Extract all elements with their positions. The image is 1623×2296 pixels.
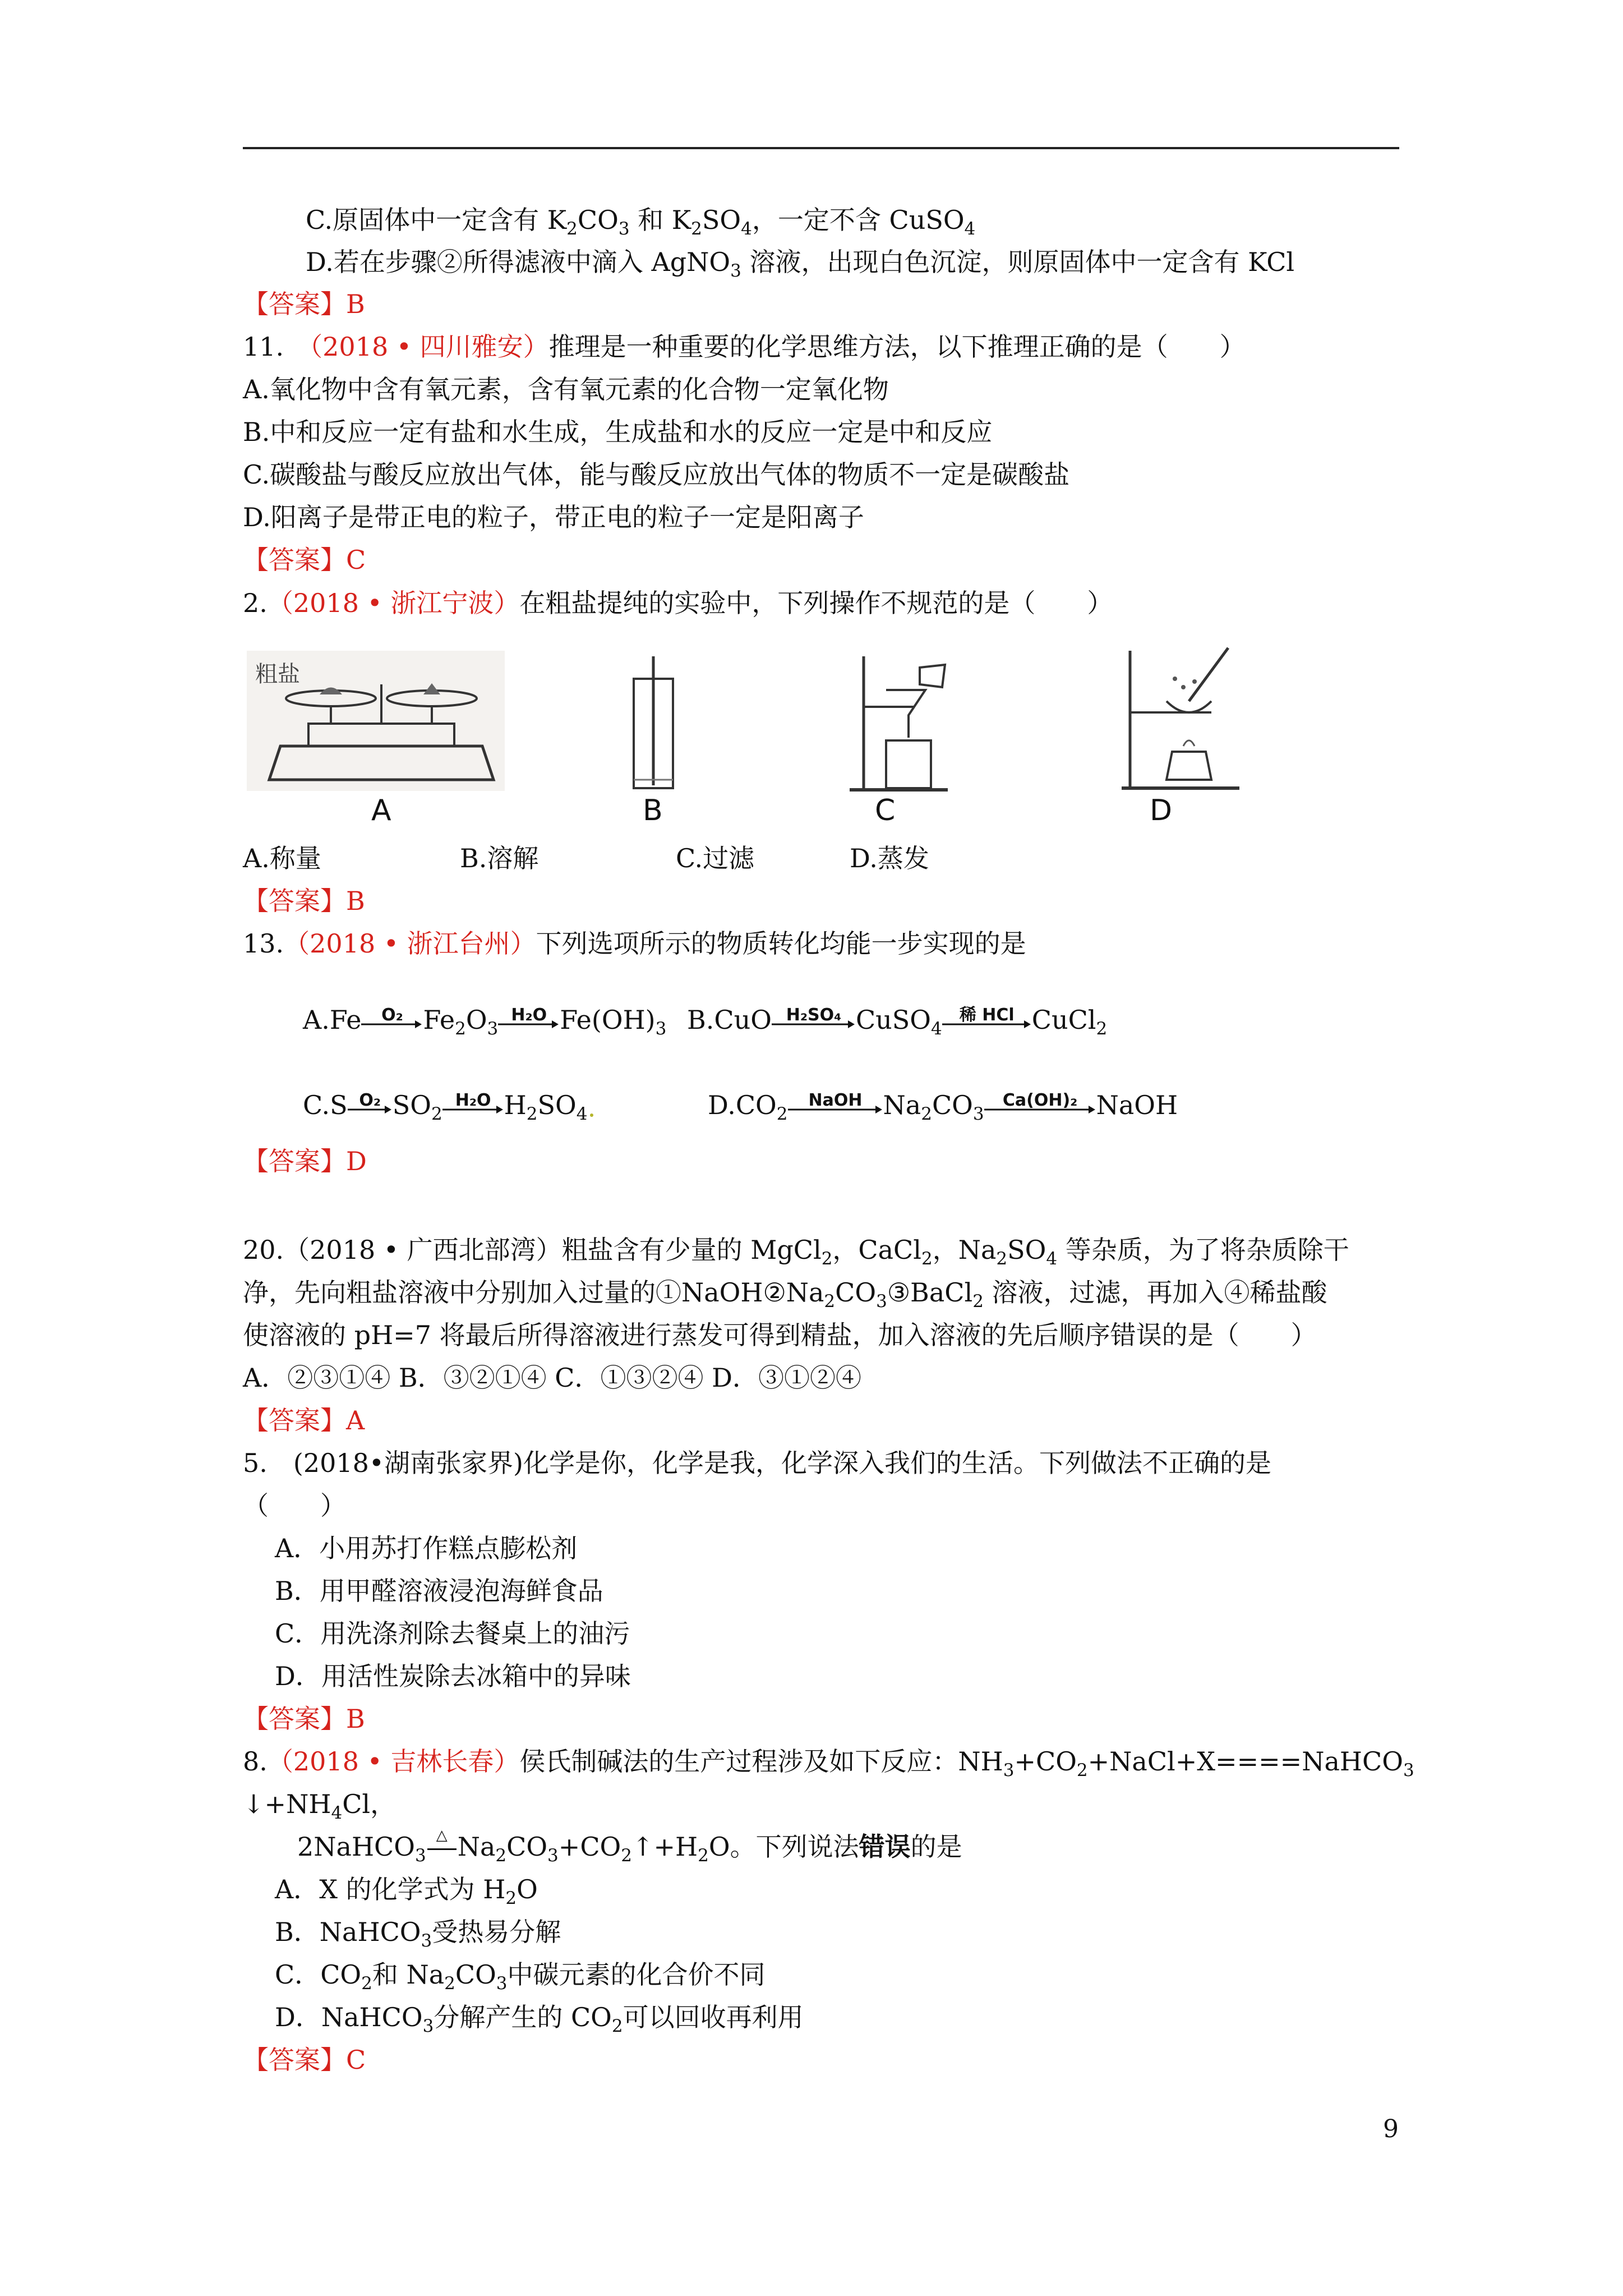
fig-label-c: C xyxy=(875,794,896,827)
q20-answer: 【答案】A xyxy=(243,1405,365,1435)
q10-option-c: C.原固体中一定含有 $K_2CO_3$ 和 $K_2SO_4$，一定不含 CuSO$_4$ xyxy=(306,205,976,239)
q13-option-a: A.Fe O₂ $Fe_2O_3$ H₂O $Fe(OH)_3$ xyxy=(303,1005,667,1039)
q10-option-d: D.若在步骤②所得滤液中滴入 AgNO$_3$ 溶液，出现白色沉淀，则原固体中一定含有 KCl xyxy=(306,247,1295,281)
q20-line3: 使溶液的 pH=7 将最后所得溶液进行蒸发可得到精盐，加入溶液的先后顺序错误的是（ ） xyxy=(243,1320,1317,1350)
page-number: 9 xyxy=(1383,2115,1399,2143)
q5-option-b: B．用甲醛溶液浸泡海鲜食品 xyxy=(275,1576,603,1606)
q11-answer: 【答案】C xyxy=(243,545,366,575)
q8-option-b: B．NaHCO$_3$受热易分解 xyxy=(275,1917,561,1951)
q2-answer: 【答案】B xyxy=(243,886,365,916)
q2-option-a: A.称量 xyxy=(243,843,321,873)
q2-option-b: B.溶解 xyxy=(460,843,539,873)
q5-paren: （ ） xyxy=(243,1490,346,1521)
q8-option-a: A．X 的化学式为 $H_2O$ xyxy=(275,1874,538,1908)
q8-option-c: C．$CO_2$和 $Na_2CO_3$中碳元素的化合价不同 xyxy=(275,1959,766,1994)
fig-label-b: B xyxy=(643,794,663,827)
q5-option-a: A．小用苏打作糕点膨松剂 xyxy=(275,1533,578,1563)
q5-stem: 5. (2018•湖南张家界)化学是你，化学是我，化学深入我们的生活。下列做法不正确的是 xyxy=(243,1448,1271,1478)
q11-option-b: B.中和反应一定有盐和水生成，生成盐和水的反应一定是中和反应 xyxy=(243,417,993,447)
speck-dot xyxy=(590,1114,593,1117)
filter-figure xyxy=(841,645,953,797)
q11-option-c: C.碳酸盐与酸反应放出气体，能与酸反应放出气体的物质不一定是碳酸盐 xyxy=(243,459,1070,490)
q13-option-d: $D.CO_2$ NaOH $Na_2CO_3$ Ca(OH)₂ NaOH xyxy=(708,1090,1178,1124)
balance-figure xyxy=(247,651,505,791)
q11-option-d: D.阳离子是带正电的粒子，带正电的粒子一定是阳离子 xyxy=(243,502,864,532)
q13-option-b: B.CuO H₂SO₄ CuSO$_4$ 稀 HCl CuCl$_2$ xyxy=(687,1005,1108,1039)
q11-option-a: A.氧化物中含有氧元素，含有氧元素的化合物一定氧化物 xyxy=(243,374,889,404)
q13-option-c: C.S O₂ $SO_2$ H₂O $H_2SO_4$ xyxy=(303,1090,588,1124)
q20-options: A．②③①④ B．③②①④ C．①③②④ D．③①②④ xyxy=(243,1363,861,1393)
q20-line1: 20.（2018 • 广西北部湾）粗盐含有少量的 MgCl$_2$，CaCl$_2$，$Na_2SO_4$ 等杂质，为了将杂质除干 xyxy=(243,1235,1349,1269)
q2-stem: 2.（2018 • 浙江宁波）在粗盐提纯的实验中，下列操作不规范的是（ ） xyxy=(243,588,1113,618)
q8-option-d: D．NaHCO$_3$分解产生的 $CO_2$可以回收再利用 xyxy=(275,2002,804,2036)
q10-answer: 【答案】B xyxy=(243,289,365,319)
svg-text:粗盐: 粗盐 xyxy=(255,661,300,687)
fig-label-a: A xyxy=(371,794,391,827)
q5-option-c: C．用洗涤剂除去餐桌上的油污 xyxy=(275,1618,630,1649)
q20-line2: 净，先向粗盐溶液中分别加入过量的$①NaOH②Na_2CO_3③BaCl_2$ 溶液，过滤，再加入④稀盐酸 xyxy=(243,1277,1327,1312)
q13-stem: 13.（2018 • 浙江台州）下列选项所示的物质转化均能一步实现的是 xyxy=(243,928,1026,959)
evaporation-figure xyxy=(1116,639,1245,797)
q11-stem: 11. （2018 • 四川雅安）推理是一种重要的化学思维方法，以下推理正确的是（ ） xyxy=(243,332,1246,362)
q2-option-d: D.蒸发 xyxy=(850,843,929,873)
beaker-stir-figure xyxy=(623,651,684,797)
q5-option-d: D．用活性炭除去冰箱中的异味 xyxy=(275,1661,631,1691)
header-rule xyxy=(243,147,1399,149)
fig-label-d: D xyxy=(1150,794,1173,827)
q8-equation2: 2NaHCO$_3$ △ $Na_2CO_3+CO_2↑+H_2O$。下列说法错误的是 xyxy=(297,1827,962,1866)
q8-line2: $↓+NH_4Cl$， xyxy=(243,1789,396,1823)
q13-answer: 【答案】D xyxy=(243,1146,367,1176)
q8-stem: 8.（2018 • 吉林长春）侯氏制碱法的生产过程涉及如下反应：$NH_3+CO_2+NaCl+X====NaHCO_3$ xyxy=(243,1746,1414,1780)
q8-answer: 【答案】C xyxy=(243,2045,366,2075)
q5-answer: 【答案】B xyxy=(243,1704,365,1734)
q2-option-c: C.过滤 xyxy=(676,843,755,873)
